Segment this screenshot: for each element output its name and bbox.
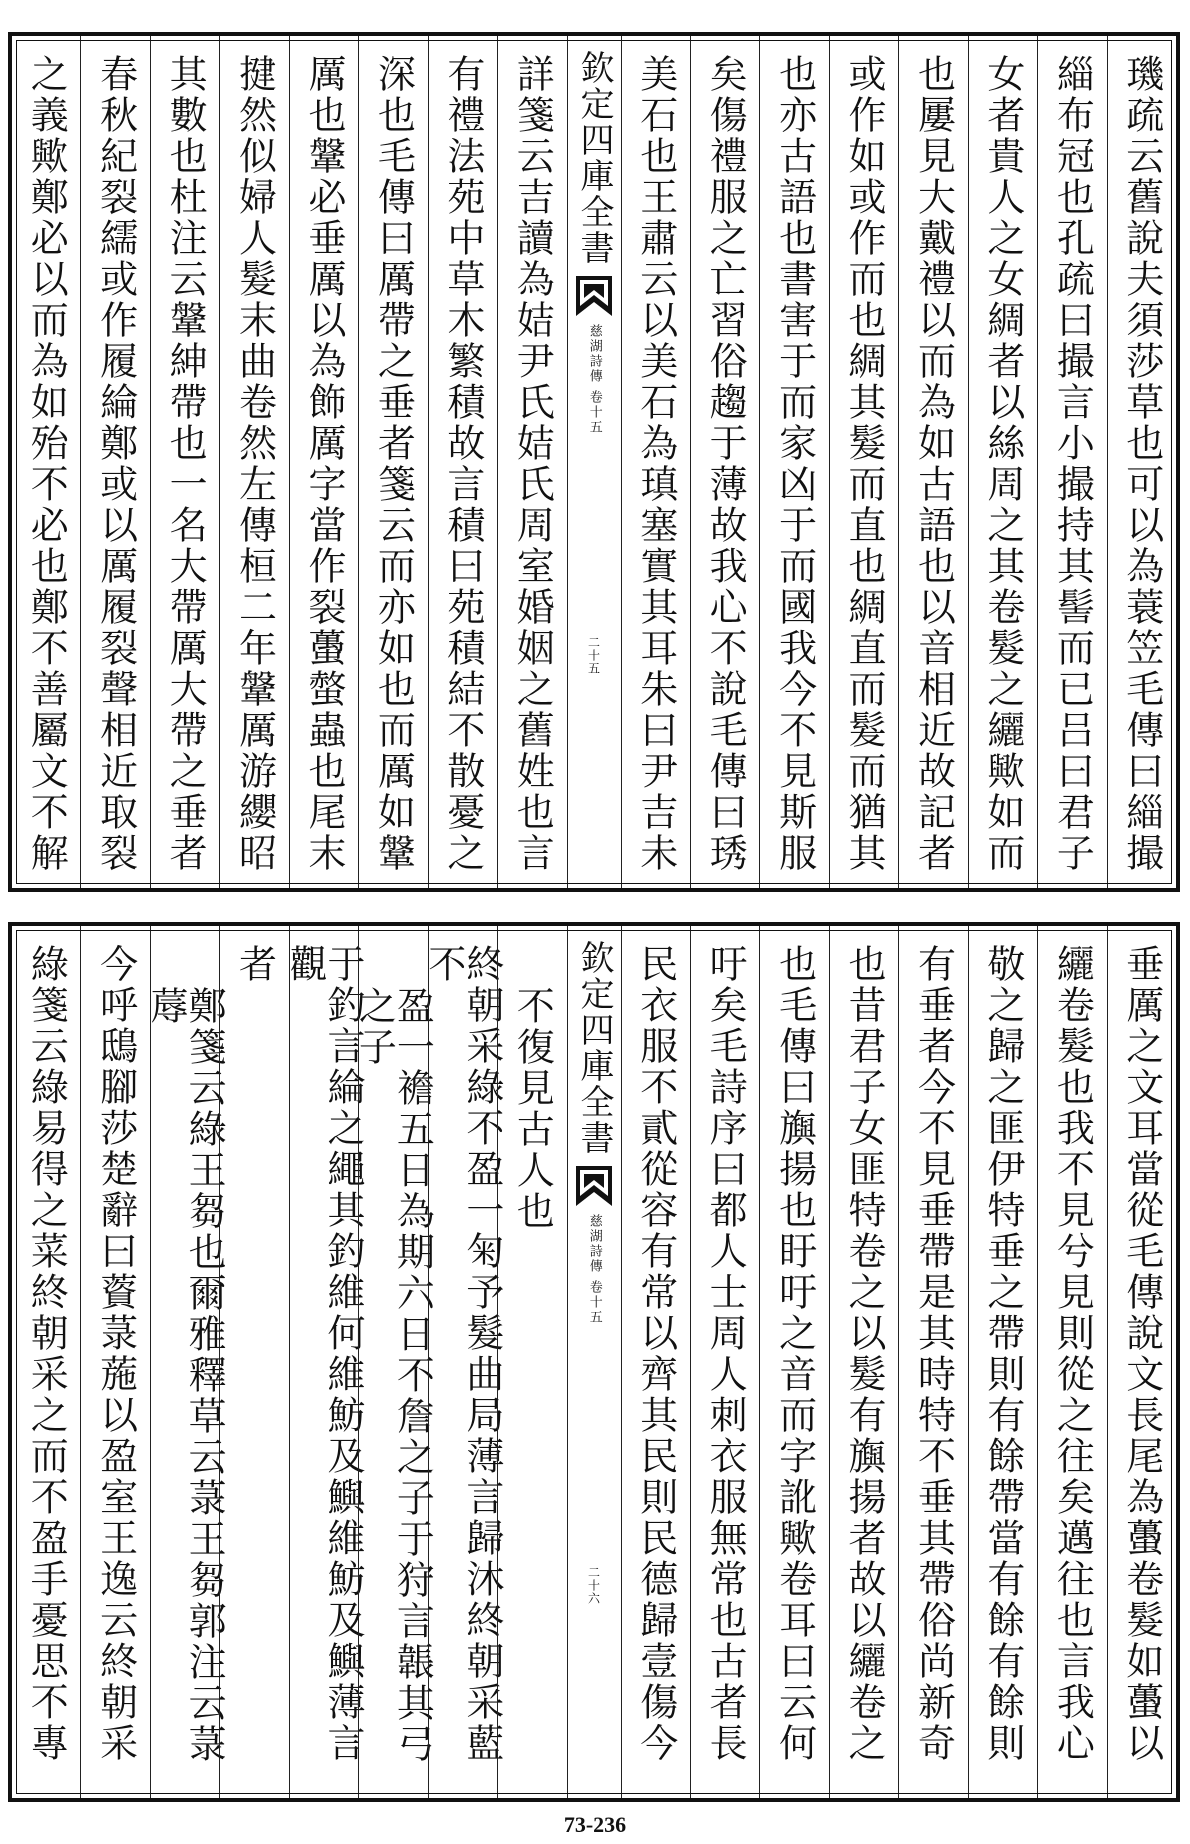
collection-heading: 欽定四庫全書 bbox=[574, 50, 614, 266]
text-column: 敬之歸之匪伊特垂之帶則有餘帶當有餘有餘則 bbox=[968, 926, 1037, 1798]
text-column: 今呼鴟腳莎楚辭曰薋菉葹以盈室王逸云終朝采 bbox=[80, 926, 149, 1798]
text-column: 也昔君子女匪特卷之以髮有旟揚者故以纚卷之 bbox=[829, 926, 898, 1798]
text-column: 者 bbox=[219, 926, 288, 1798]
text-column: 春秋紀裂繻或作履綸鄭或以厲履裂聲相近取裂 bbox=[80, 36, 149, 888]
upper-page bbox=[8, 32, 1180, 892]
volume-label: 卷十五 bbox=[586, 1280, 602, 1325]
text-column: 厲也鞶必垂厲以為飾厲字當作裂蠆螫蟲也尾末 bbox=[289, 36, 358, 888]
sheet-number: 73-236 bbox=[563, 1812, 627, 1837]
text-column: 有垂者今不見垂帶是其時特不垂其帶俗尚新奇 bbox=[898, 926, 967, 1798]
text-column: 不復見古人也 bbox=[497, 926, 566, 1798]
text-column: 璣疏云舊說夫須莎草也可以為蓑笠毛傳曰緇撮 bbox=[1107, 36, 1176, 888]
text-column: 矣傷禮服之亡習俗趨于薄故我心不說毛傳曰琇 bbox=[690, 36, 759, 888]
book-title: 慈湖詩傳 bbox=[586, 1214, 602, 1274]
text-column: 其數也杜注云鞶紳帶也一名大帶厲大帶之垂者 bbox=[150, 36, 219, 888]
text-column: 纚卷髮也我不見兮見則從之往矣邁往也言我心 bbox=[1037, 926, 1106, 1798]
text-column: 綠箋云綠易得之菜終朝采之而不盈手憂思不專 bbox=[24, 944, 69, 1764]
text-column: 女者貴人之女綢者以絲周之其卷髮之纚歟如而 bbox=[968, 36, 1037, 888]
text-column: 民衣服不貳從容有常以齊其民則民德歸壹傷今 bbox=[621, 926, 690, 1798]
text-column: 也亦古語也書害于而家凶于而國我今不見斯服 bbox=[759, 36, 828, 888]
page-number: 二十五 bbox=[586, 636, 601, 675]
text-column: 垂厲之文耳當從毛傳說文長尾為蠆卷髮如蠆以 bbox=[1107, 926, 1176, 1798]
fish-tail-mark-icon bbox=[576, 1166, 612, 1206]
text-column: 也毛傳曰旟揚也盱吁之音而字訛歟卷耳曰云何 bbox=[759, 926, 828, 1798]
text-column: 揵然似婦人髮末曲卷然左傳桓二年鞶厲游纓昭 bbox=[219, 36, 288, 888]
text-column: 鄭箋云綠王芻也爾雅釋草云菉王芻郭注云菉蓐 bbox=[150, 926, 219, 1798]
text-column: 也屢見大戴禮以而為如古語也以音相近故記者 bbox=[898, 36, 967, 888]
center-fold bbox=[567, 36, 621, 888]
book-title: 慈湖詩傳 bbox=[586, 324, 602, 384]
text-column: 緇布冠也孔疏曰撮言小撮持其髻而已吕曰君子 bbox=[1037, 36, 1106, 888]
text-column: 詳箋云吉讀為姞尹氏姞氏周室婚姻之舊姓也言 bbox=[497, 36, 566, 888]
text-column: 于釣言綸之繩其釣維何維魴及鱮維魴及鱮薄言觀 bbox=[289, 926, 358, 1798]
lower-page bbox=[8, 922, 1180, 1802]
text-column: 盈一襜五日為期六日不詹之子于狩言韔其弓之子 bbox=[358, 926, 427, 1798]
text-column: 之義歟鄭必以而為如殆不必也鄭不善屬文不解 bbox=[24, 54, 69, 874]
text-column: 終朝采綠不盈一匊予髮曲局薄言歸沐終朝采藍不 bbox=[428, 926, 497, 1798]
center-fold bbox=[567, 926, 621, 1798]
text-column: 美石也王肅云以美石為瑱塞實其耳朱曰尹吉未 bbox=[621, 36, 690, 888]
text-column: 深也毛傳曰厲帶之垂者箋云而亦如也而厲如鞶 bbox=[358, 36, 427, 888]
text-column: 有禮法苑中草木繁積故言積曰苑積結不散憂之 bbox=[428, 36, 497, 888]
text-column: 或作如或作而也綢其髮而直也綢直而髮而猶其 bbox=[829, 36, 898, 888]
collection-heading: 欽定四庫全書 bbox=[574, 940, 614, 1156]
volume-label: 卷十五 bbox=[586, 390, 602, 435]
text-column: 吁矣毛詩序曰都人士周人刺衣服無常也古者長 bbox=[690, 926, 759, 1798]
page-number: 二十六 bbox=[586, 1566, 601, 1605]
fish-tail-mark-icon bbox=[576, 276, 612, 316]
